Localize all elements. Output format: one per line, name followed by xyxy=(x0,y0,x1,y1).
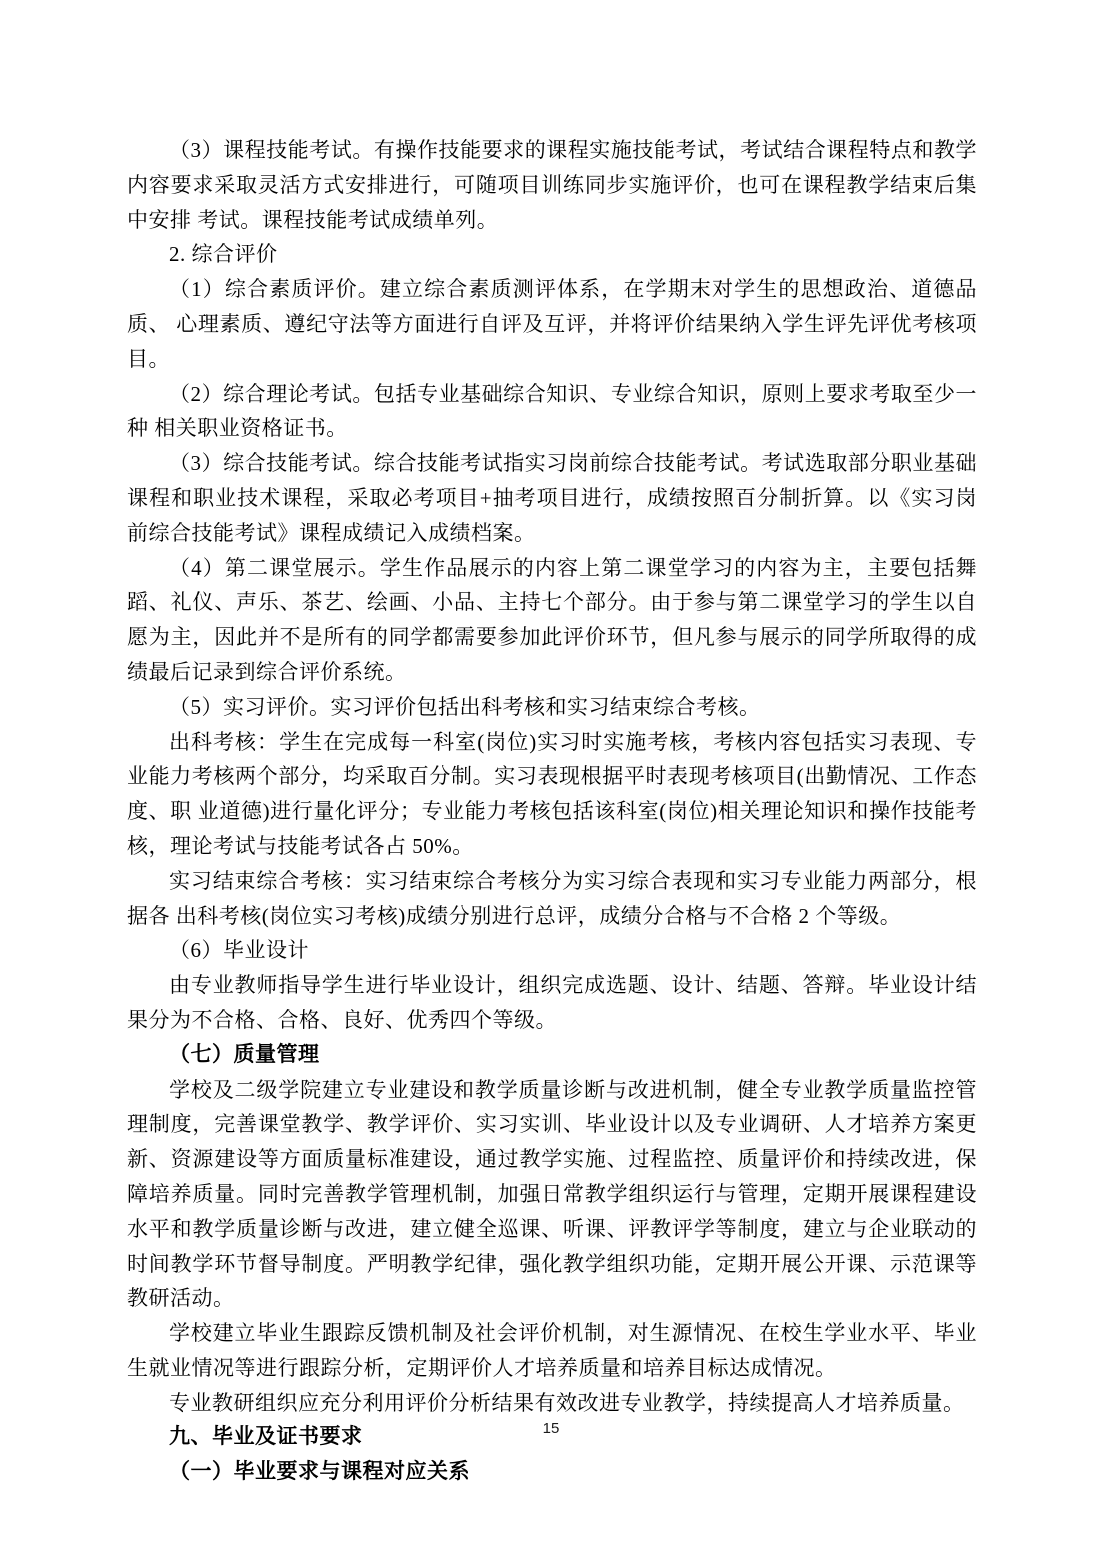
paragraph-graduate-tracking: 学校建立毕业生跟踪反馈机制及社会评价机制，对生源情况、在校生学业水平、毕业生就业情况等进行跟踪分析，定期评价人才培养质量和培养目标达成情况。 xyxy=(127,1321,977,1380)
heading-graduation-course-mapping: （一）毕业要求与课程对应关系 xyxy=(169,1460,470,1484)
paragraph-graduation-design-detail: 由专业教师指导学生进行毕业设计，组织完成选题、设计、结题、答辩。毕业设计结果分为不合格、合格、良好、优秀四个等级。 xyxy=(127,973,977,1032)
paragraph-quality-evaluation: （1）综合素质评价。建立综合素质测评体系，在学期末对学生的思想政治、道德品质、 心理素质、遵纪守法等方面进行自评及互评，并将评价结果纳入学生评先评优考核项目。 xyxy=(127,277,977,371)
paragraph-graduation-design-title: （6）毕业设计 xyxy=(169,938,309,963)
paragraph-internship-final-assessment: 实习结束综合考核：实习结束综合考核分为实习综合表现和实习专业能力两部分，根据各 出科考核(岗位实习考核)成绩分别进行总评，成绩分合格与不合格 2 个等级。 xyxy=(127,868,977,928)
page-number: 15 xyxy=(542,1420,560,1437)
heading-quality-management: （七）质量管理 xyxy=(169,1042,320,1066)
paragraph-course-skill-exam: （3）课程技能考试。有操作技能要求的课程实施技能考试，考试结合课程特点和教学内容要求采取灵活方式安排进行，可随项目训练同步实施评价，也可在课程教学结束后集中安排 考试。课程技能考试成绩单列。 xyxy=(127,138,977,232)
paragraph-teaching-research: 专业教研组织应充分利用评价分析结果有效改进专业教学，持续提高人才培养质量。 xyxy=(169,1390,965,1415)
paragraph-second-classroom: （4）第二课堂展示。学生作品展示的内容上第二课堂学习的内容为主，主要包括舞蹈、礼仪、声乐、茶艺、绘画、小品、主持七个部分。由于参与第二课堂学习的学生以自愿为主，因此并不是所有的同学都需要参加此评价环节，但凡参与展示的同学所取得的成绩最后记录到综合评价系统。 xyxy=(127,555,977,684)
paragraph-theory-exam: （2）综合理论考试。包括专业基础综合知识、专业综合知识，原则上要求考取至少一种 相关职业资格证书。 xyxy=(127,381,977,441)
document-body xyxy=(127,133,977,1490)
paragraph-department-assessment: 出科考核：学生在完成每一科室(岗位)实习时实施考核，考核内容包括实习表现、专业能力考核两个部分，均采取百分制。实习表现根据平时表现考核项目(出勤情况、工作态度、职 业道德)进行量化评分；专业能力考核包括该科室(岗位)相关理论知识和操作技能考核，理论考试与技能考试各占 50%。 xyxy=(127,729,977,858)
paragraph-skill-exam: （3）综合技能考试。综合技能考试指实习岗前综合技能考试。考试选取部分职业基础课程和职业技术课程，采取必考项目+抽考项目进行，成绩按照百分制折算。以《实习岗前综合技能考试》课程成绩记入成绩档案。 xyxy=(127,451,977,545)
paragraph-comprehensive-evaluation-title: 2. 综合评价 xyxy=(169,242,278,267)
heading-graduation-certificate-requirements: 九、毕业及证书要求 xyxy=(169,1425,363,1449)
paragraph-quality-mechanism: 学校及二级学院建立专业建设和教学质量诊断与改进机制，健全专业教学质量监控管理制度，完善课堂教学、教学评价、实习实训、毕业设计以及专业调研、人才培养方案更新、资源建设等方面质量标准建设，通过教学实施、过程监控、质量评价和持续改进，保障培养质量。同时完善教学管理机制，加强日常教学组织运行与管理，定期开展课程建设水平和教学质量诊断与改进，建立健全巡课、听课、评教评学等制度，建立与企业联动的时间教学环节督导制度。严明教学纪律，强化教学组织功能，定期开展公开课、示范课等教研活动。 xyxy=(127,1077,977,1311)
paragraph-internship-evaluation: （5）实习评价。实习评价包括出科考核和实习结束综合考核。 xyxy=(169,694,761,719)
